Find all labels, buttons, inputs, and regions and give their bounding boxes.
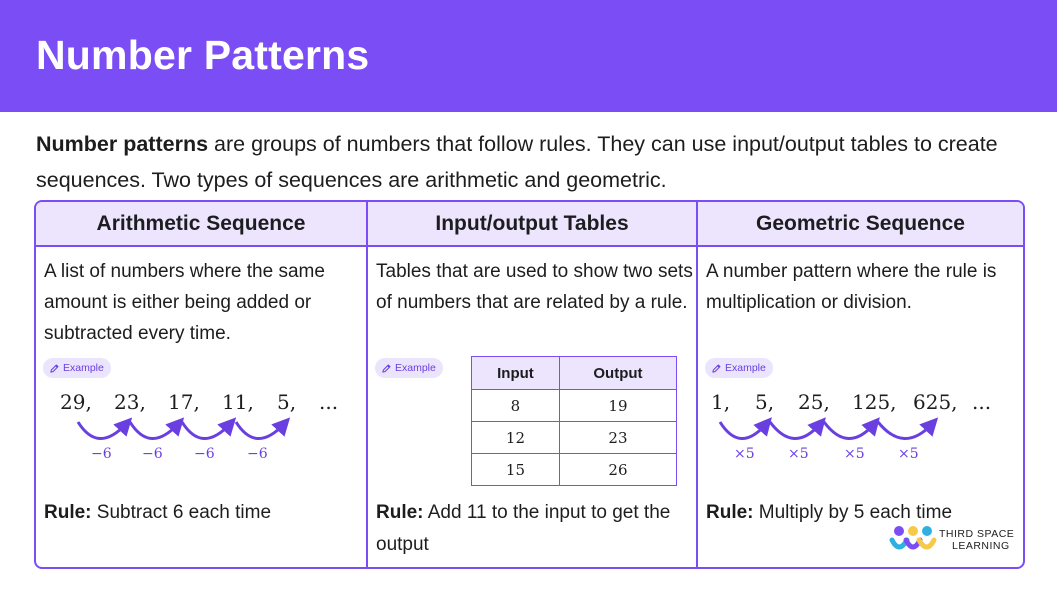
intro-text: are groups of numbers that follow rules. They can use input/output tables to create sequences. Two types of sequences are arithmetic and geometric. — [36, 132, 998, 192]
curved-arrow-icon — [78, 422, 126, 439]
rule-label: Rule: — [44, 502, 92, 523]
example-badge — [705, 358, 773, 378]
table-cell: 15 — [472, 454, 560, 486]
io-table-heading: Input/output Tables — [368, 202, 696, 247]
logo-line-2: LEARNING — [952, 540, 1010, 552]
sequence-term: 29, — [60, 390, 92, 414]
sequence-term: 11, — [222, 390, 254, 414]
example-badge-label: Example — [63, 362, 104, 374]
curved-arrow-icon — [182, 422, 230, 439]
sequence-term: 1, — [711, 390, 731, 414]
curved-arrow-icon — [770, 422, 820, 439]
curved-arrow-icon — [878, 422, 932, 439]
operation-label: −6 — [142, 446, 163, 462]
example-badge — [43, 358, 111, 378]
table-cell: 19 — [559, 390, 676, 422]
sequence-term: 25, — [798, 390, 830, 414]
pencil-icon — [49, 363, 60, 374]
comparison-panel — [34, 200, 1025, 569]
table-header-row — [472, 357, 677, 390]
io-table-column — [366, 202, 696, 567]
operation-label: −6 — [91, 446, 112, 462]
pencil-icon — [711, 363, 722, 374]
sequence-term: 23, — [114, 390, 146, 414]
geometric-column — [696, 202, 1023, 567]
table-row — [472, 422, 677, 454]
curved-arrow-icon — [236, 422, 284, 439]
input-output-table — [471, 356, 677, 486]
sequence-term: 625, — [913, 390, 958, 414]
operation-label: −6 — [194, 446, 215, 462]
rule-text: Add 11 to the input to get the output — [376, 502, 671, 555]
sequence-ellipsis: ... — [972, 390, 992, 414]
rule-label: Rule: — [376, 502, 424, 523]
rule-text: Subtract 6 each time — [91, 502, 272, 523]
rule-text: Multiply by 5 each time — [753, 502, 953, 523]
geometric-description: A number pattern where the rule is multiplication or division. — [706, 261, 997, 313]
curved-arrow-icon — [720, 422, 766, 439]
table-row — [472, 390, 677, 422]
curved-arrow-icon — [130, 422, 178, 439]
operation-label: ×5 — [844, 446, 865, 462]
column-header: Input — [472, 357, 560, 390]
sequence-term: 17, — [168, 390, 200, 414]
io-table-description: Tables that are used to show two sets of numbers that are related by a rule. — [376, 261, 693, 313]
logo-text — [939, 528, 1014, 552]
logo-mark-icon — [889, 524, 937, 556]
operation-label: −6 — [247, 446, 268, 462]
intro-paragraph — [36, 126, 1026, 198]
example-badge-label: Example — [725, 362, 766, 374]
geometric-heading: Geometric Sequence — [698, 202, 1023, 247]
arithmetic-description: A list of numbers where the same amount is either being added or subtracted every time. — [44, 261, 325, 344]
third-space-learning-logo — [889, 524, 1029, 556]
table-row — [472, 454, 677, 486]
sequence-term: 125, — [852, 390, 897, 414]
example-badge-label: Example — [395, 362, 436, 374]
arithmetic-heading: Arithmetic Sequence — [36, 202, 366, 247]
operation-label: ×5 — [898, 446, 919, 462]
curved-arrow-icon — [824, 422, 874, 439]
operation-label: ×5 — [788, 446, 809, 462]
table-cell: 12 — [472, 422, 560, 454]
logo-line-1: THIRD SPACE — [939, 528, 1015, 540]
io-table-rule — [376, 497, 694, 561]
operation-label: ×5 — [734, 446, 755, 462]
title-banner — [0, 0, 1057, 112]
column-header: Output — [559, 357, 676, 390]
example-badge — [375, 358, 443, 378]
sequence-term: 5, — [755, 390, 775, 414]
page-title: Number Patterns — [36, 32, 370, 78]
arithmetic-rule — [44, 497, 362, 529]
arithmetic-column — [36, 202, 366, 567]
table-cell: 8 — [472, 390, 560, 422]
sequence-ellipsis: ... — [319, 390, 339, 414]
intro-bold-term: Number patterns — [36, 132, 209, 156]
table-cell: 23 — [559, 422, 676, 454]
sequence-term: 5, — [277, 390, 297, 414]
table-cell: 26 — [559, 454, 676, 486]
rule-label: Rule: — [706, 502, 754, 523]
pencil-icon — [381, 363, 392, 374]
